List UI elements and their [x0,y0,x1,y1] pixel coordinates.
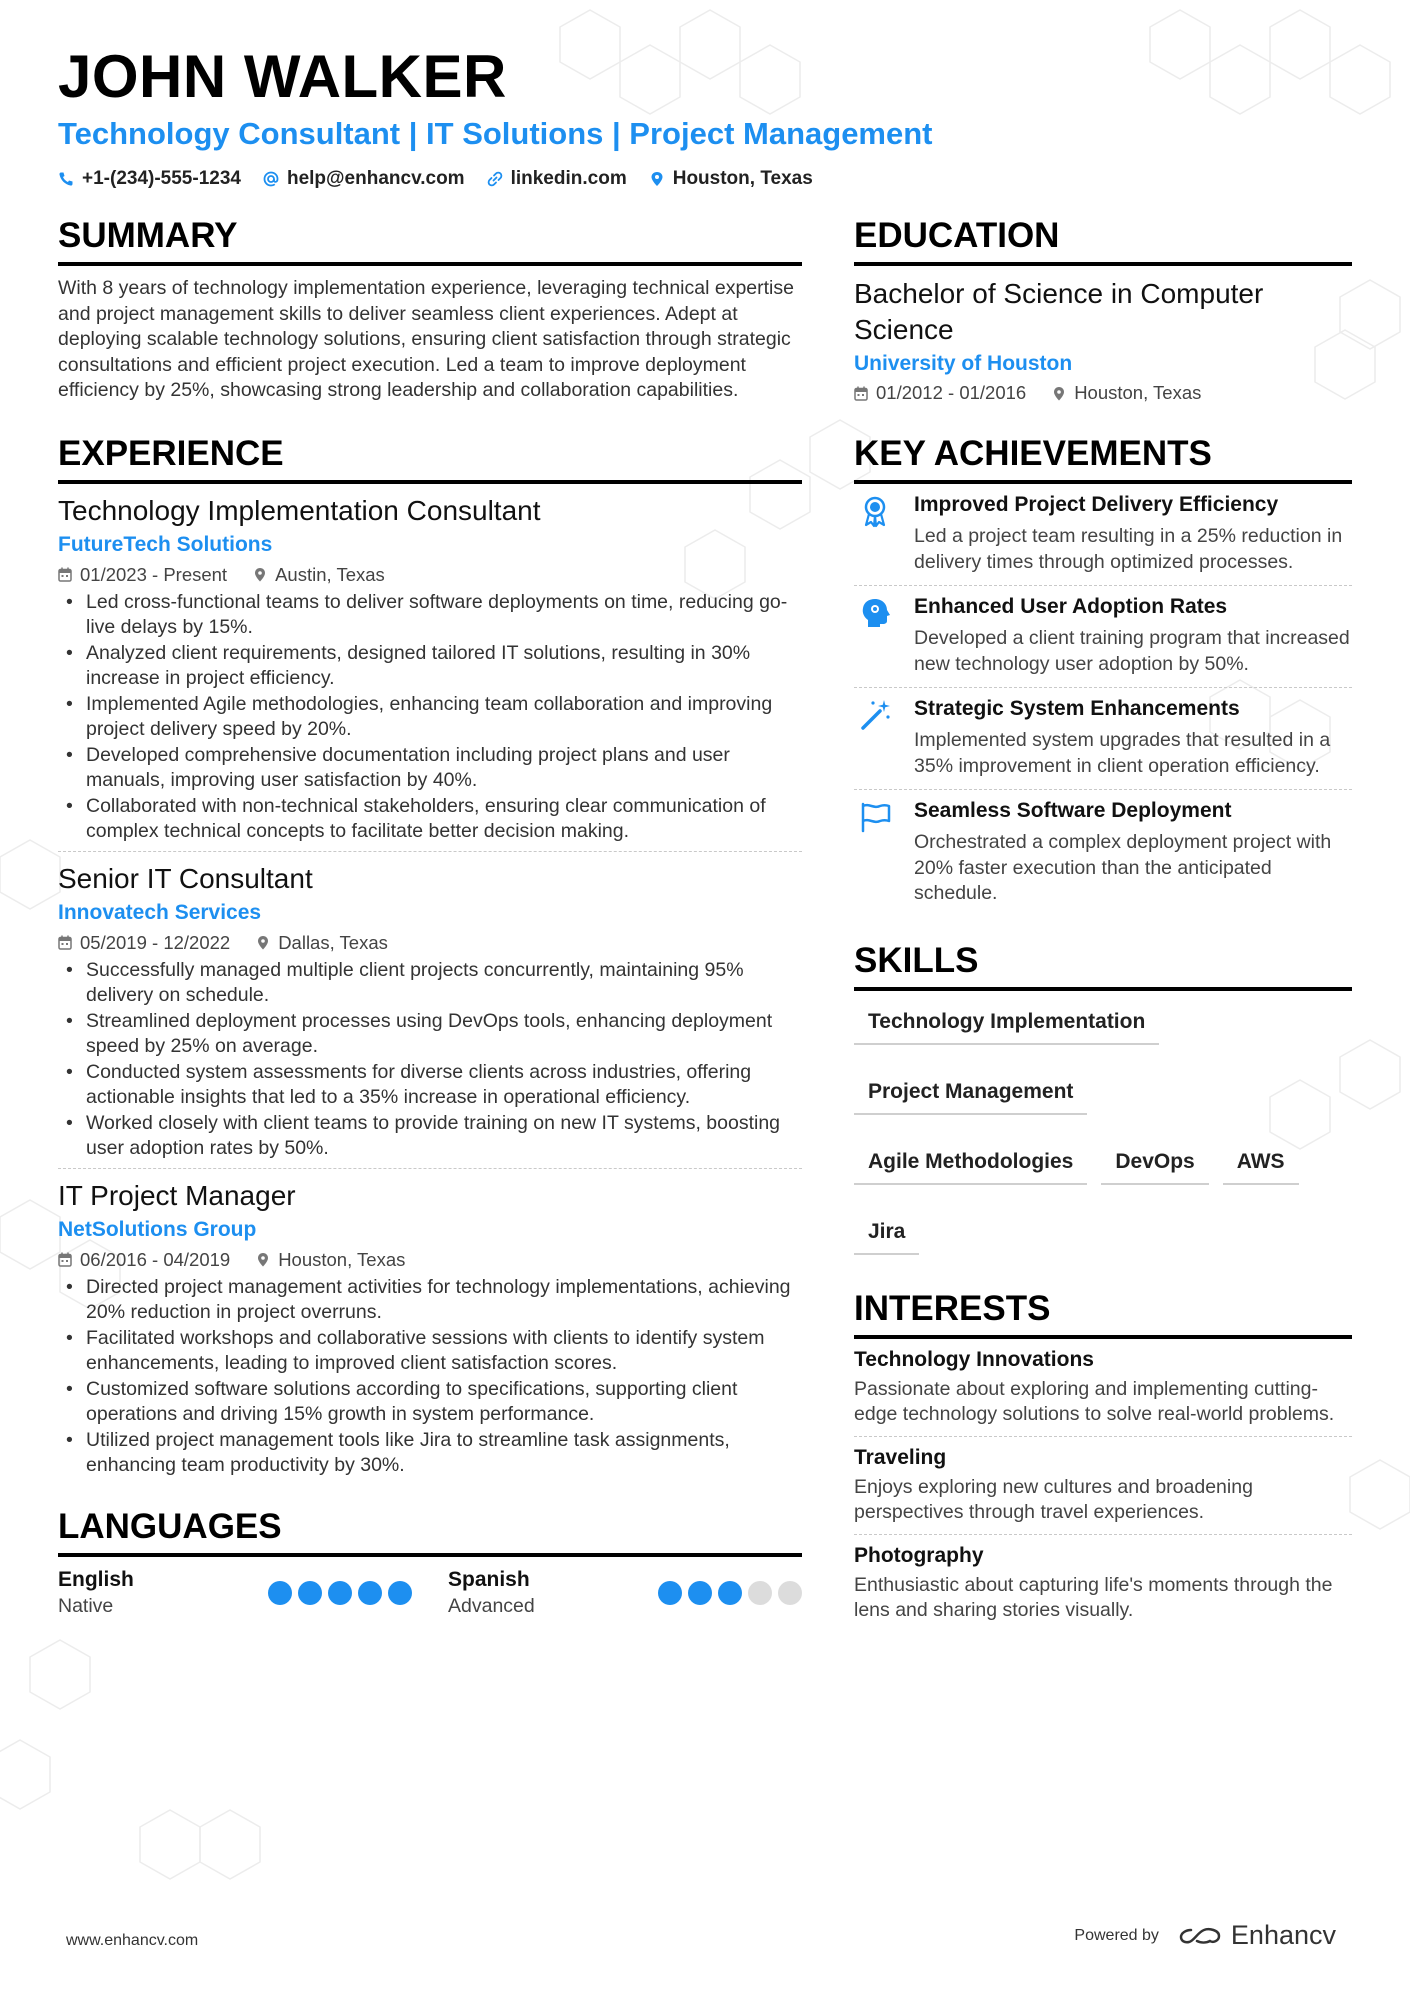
experience-heading: EXPERIENCE [58,434,802,484]
achievement-item [854,586,1352,688]
achievement-item [854,790,1352,917]
rating-dot-empty [778,1581,802,1605]
job-bullet: • Collaborated with non-technical stakeholders, ensuring clear communication of complex technical concepts to facilitate better decision making. [58,794,802,845]
achievement-item [854,688,1352,790]
interest-desc: Passionate about exploring and implementing cutting-edge technology solutions to solve real-world problems. [854,1377,1335,1425]
skill-tag: DevOps [1101,1143,1208,1185]
education-location: Houston, Texas [1074,382,1202,403]
candidate-name: JOHN WALKER [58,43,507,110]
achievements-section [854,434,1352,917]
achievement-title: Improved Project Delivery Efficiency [914,493,1279,516]
map-pin-icon [649,171,665,187]
interest-item [854,1437,1352,1535]
map-pin-icon [256,1252,270,1267]
calendar-icon [854,386,868,401]
right-column [854,216,1352,1632]
footer-branding[interactable] [1074,1920,1336,1951]
skills-heading: SKILLS [854,941,1352,991]
degree-title: Bachelor of Science in Computer Science [854,278,1264,345]
education-section [854,216,1352,404]
phone-icon [58,171,74,187]
left-column [58,216,802,1619]
head-idea-icon [858,596,892,630]
achievement-title: Seamless Software Deployment [914,799,1232,822]
education-heading: EDUCATION [854,216,1352,266]
language-item [448,1567,802,1619]
map-pin-icon [256,935,270,950]
company-name: FutureTech Solutions [58,532,273,556]
interest-item [854,1535,1352,1632]
job-location: Dallas, Texas [278,931,388,953]
interest-desc: Enthusiastic about capturing life's moments through the lens and sharing stories visually. [854,1573,1333,1621]
summary-text: With 8 years of technology implementation experience, leveraging technical expertise and project management skills to deliver seamless client experiences. Adept at deploying scalable technology solutions, ensuring client satisfaction through strategic consultations and efficient project execution. Led a team to improve deployment efficiency by 25%, showcasing strong leadership and collaboration capabilities. [58,277,794,401]
map-pin-icon [253,567,267,582]
brand-name: Enhancv [1230,1920,1336,1950]
linkedin-text: linkedin.com [510,168,627,189]
language-level: Native [58,1594,114,1617]
skill-tag: Technology Implementation [854,1003,1159,1045]
language-rating [268,1581,412,1605]
language-name: English [58,1567,134,1591]
language-name: Spanish [448,1567,530,1591]
at-sign-icon [263,171,279,187]
job-bullet: • Customized software solutions according to specifications, supporting client operations and driving 15% growth in system performance. [58,1377,802,1428]
job-bullets [58,958,802,1162]
achievement-item [854,484,1352,586]
languages-section [58,1507,802,1619]
calendar-icon [58,1252,72,1267]
rating-dot-filled [298,1581,322,1605]
rating-dot-empty [748,1581,772,1605]
job-bullet: • Utilized project management tools like Jira to streamline task assignments, enhancing team productivity by 30%. [58,1428,802,1479]
achievement-desc: Developed a client training program that increased new technology user adoption by 50%. [914,627,1350,675]
link-icon [487,171,503,187]
location-text: Houston, Texas [672,168,813,189]
contact-email[interactable] [263,168,465,190]
rating-dot-filled [718,1581,742,1605]
experience-section [58,434,802,1485]
contact-phone[interactable] [58,168,241,190]
job-bullet: • Implemented Agile methodologies, enhancing team collaboration and improving project delivery speed by 20%. [58,692,802,743]
rating-dot-filled [658,1581,682,1605]
achievement-desc: Implemented system upgrades that resulted in a 35% improvement in client operation efficiency. [914,729,1331,777]
job-bullet: • Streamlined deployment processes using DevOps tools, enhancing deployment speed by 25% on average. [58,1009,802,1060]
interest-item [854,1339,1352,1437]
languages-heading: LANGUAGES [58,1507,802,1557]
calendar-icon [58,567,72,582]
award-ribbon-icon [858,494,892,528]
job-dates: 05/2019 - 12/2022 [80,931,231,953]
language-item [58,1567,412,1619]
skill-tag: AWS [1223,1143,1299,1185]
achievement-title: Enhanced User Adoption Rates [914,595,1228,618]
language-rating [658,1581,802,1605]
interest-title: Photography [854,1543,984,1567]
phone-text: +1-(234)-555-1234 [82,168,241,189]
map-pin-icon [1052,386,1066,401]
language-level: Advanced [448,1594,535,1617]
job-bullets [58,1275,802,1479]
job-location: Austin, Texas [275,563,385,585]
achievement-desc: Led a project team resulting in a 25% reduction in delivery times through optimized processes. [914,525,1343,573]
flag-icon [858,800,892,834]
job-title: Technology Implementation Consultant [58,494,541,526]
calendar-icon [58,935,72,950]
contact-location [649,168,813,190]
email-text: help@enhancv.com [286,168,465,189]
company-name: Innovatech Services [58,900,262,924]
achievements-heading: KEY ACHIEVEMENTS [854,434,1352,484]
footer-website[interactable]: www.enhancv.com [66,1932,199,1949]
rating-dot-filled [358,1581,382,1605]
interest-title: Traveling [854,1445,947,1469]
school-name: University of Houston [854,352,1073,375]
job-entry [58,852,802,1169]
rating-dot-filled [268,1581,292,1605]
job-meta [58,1249,802,1271]
skill-tag: Agile Methodologies [854,1143,1087,1185]
enhancv-logo-icon [1177,1924,1223,1948]
job-dates: 01/2023 - Present [80,563,228,585]
contact-linkedin[interactable] [487,168,627,190]
education-dates: 01/2012 - 01/2016 [876,382,1027,403]
interest-title: Technology Innovations [854,1347,1094,1371]
job-bullet: • Developed comprehensive documentation including project plans and user manuals, improving user satisfaction by 40%. [58,743,802,794]
magic-wand-icon [858,698,892,732]
brand-logo [1177,1920,1336,1951]
company-name: NetSolutions Group [58,1217,257,1241]
job-entry [58,484,802,852]
job-bullets [58,590,802,845]
job-bullet: • Directed project management activities for technology implementations, achieving 20% reduction in project overruns. [58,1275,802,1326]
job-meta [58,932,802,954]
rating-dot-filled [328,1581,352,1605]
summary-heading: SUMMARY [58,216,802,266]
skill-list [854,1003,1352,1255]
rating-dot-filled [388,1581,412,1605]
powered-by-text: Powered by [1074,1926,1159,1944]
skills-section [854,941,1352,1255]
job-bullet: • Successfully managed multiple client projects concurrently, maintaining 95% delivery on schedule. [58,958,802,1009]
job-title: Senior IT Consultant [58,862,313,894]
job-location: Houston, Texas [278,1248,406,1270]
job-title: IT Project Manager [58,1179,296,1211]
interests-section [854,1289,1352,1632]
interests-heading: INTERESTS [854,1289,1352,1339]
job-bullet: • Facilitated workshops and collaborative sessions with clients to identify system enhancements, leading to improved client satisfaction scores. [58,1326,802,1377]
job-entry [58,1169,802,1485]
achievement-desc: Orchestrated a complex deployment project with 20% faster execution than the anticipated schedule. [914,831,1332,904]
interest-desc: Enjoys exploring new cultures and broadening perspectives through travel experiences. [854,1475,1253,1523]
candidate-title: Technology Consultant | IT Solutions | Project Management [58,116,933,151]
job-meta [58,564,802,586]
skill-tag: Project Management [854,1073,1087,1115]
summary-section [58,216,802,404]
contact-row [58,168,813,190]
language-list [58,1567,802,1619]
rating-dot-filled [688,1581,712,1605]
job-bullet: • Analyzed client requirements, designed tailored IT solutions, resulting in 30% increase in project efficiency. [58,641,802,692]
skill-tag: Jira [854,1213,919,1255]
job-bullet: • Conducted system assessments for diverse clients across industries, offering actionable insights that led to a 35% increase in operational efficiency. [58,1060,802,1111]
education-meta [854,382,1352,404]
job-bullet: • Led cross-functional teams to deliver software deployments on time, reducing go-live delays by 15%. [58,590,802,641]
job-bullet: • Worked closely with client teams to provide training on new IT systems, boosting user adoption rates by 50%. [58,1111,802,1162]
achievement-title: Strategic System Enhancements [914,697,1240,720]
job-dates: 06/2016 - 04/2019 [80,1248,231,1270]
